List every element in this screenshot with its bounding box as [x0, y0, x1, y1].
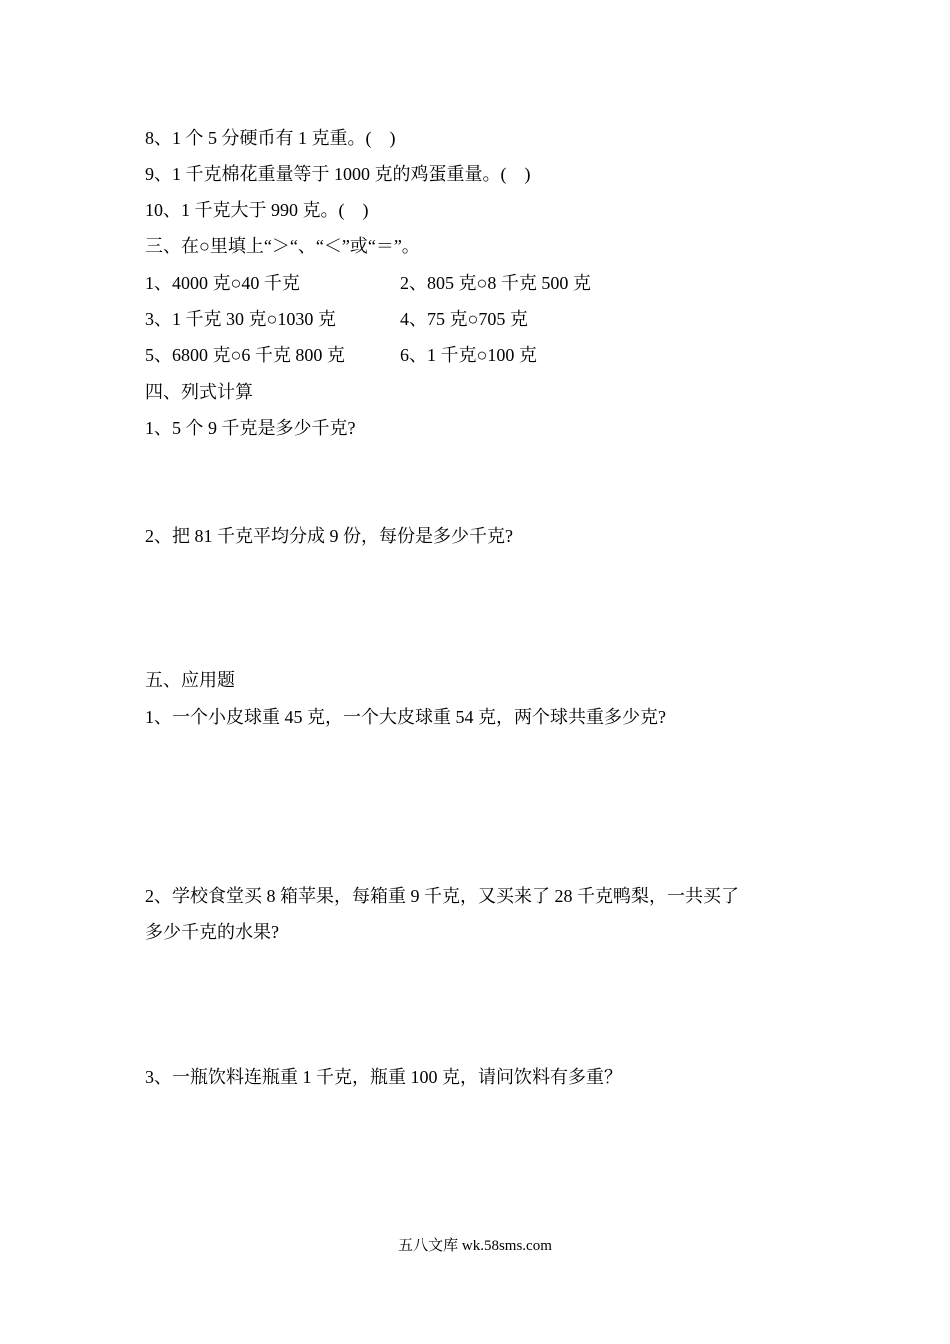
section-4-heading: 四、列式计算: [145, 382, 253, 402]
word-problem-2-line-1: 2、学校食堂买 8 箱苹果，每箱重 9 千克，又买来了 28 千克鸭梨，一共买了: [145, 886, 739, 906]
word-problem-3: 3、一瓶饮料连瓶重 1 千克，瓶重 100 克，请问饮料有多重？: [145, 1067, 622, 1087]
compare-item-2: 2、805 克○8 千克 500 克: [400, 273, 591, 293]
word-problem-1: 1、一个小皮球重 45 克，一个大皮球重 54 克，两个球共重多少克?: [145, 707, 666, 727]
compare-item-3: 3、1 千克 30 克○1030 克: [145, 309, 336, 329]
judgement-question-9: 9、1 千克棉花重量等于 1000 克的鸡蛋重量。( ): [145, 164, 531, 184]
compare-item-5: 5、6800 克○6 千克 800 克: [145, 345, 345, 365]
page-footer: 五八文库 wk.58sms.com: [398, 1238, 552, 1254]
compare-item-4: 4、75 克○705 克: [400, 309, 528, 329]
compare-item-1: 1、4000 克○40 千克: [145, 273, 300, 293]
calc-question-1: 1、5 个 9 千克是多少千克?: [145, 418, 356, 438]
judgement-question-8: 8、1 个 5 分硬币有 1 克重。( ): [145, 128, 396, 148]
section-5-heading: 五、应用题: [145, 670, 235, 690]
judgement-question-10: 10、1 千克大于 990 克。( ): [145, 200, 369, 220]
compare-item-6: 6、1 千克○100 克: [400, 345, 537, 365]
section-3-heading: 三、在○里填上“＞“、“＜”或“＝”。: [145, 236, 420, 256]
calc-question-2: 2、把 81 千克平均分成 9 份，每份是多少千克?: [145, 526, 513, 546]
word-problem-2-line-2: 多少千克的水果?: [145, 922, 279, 942]
